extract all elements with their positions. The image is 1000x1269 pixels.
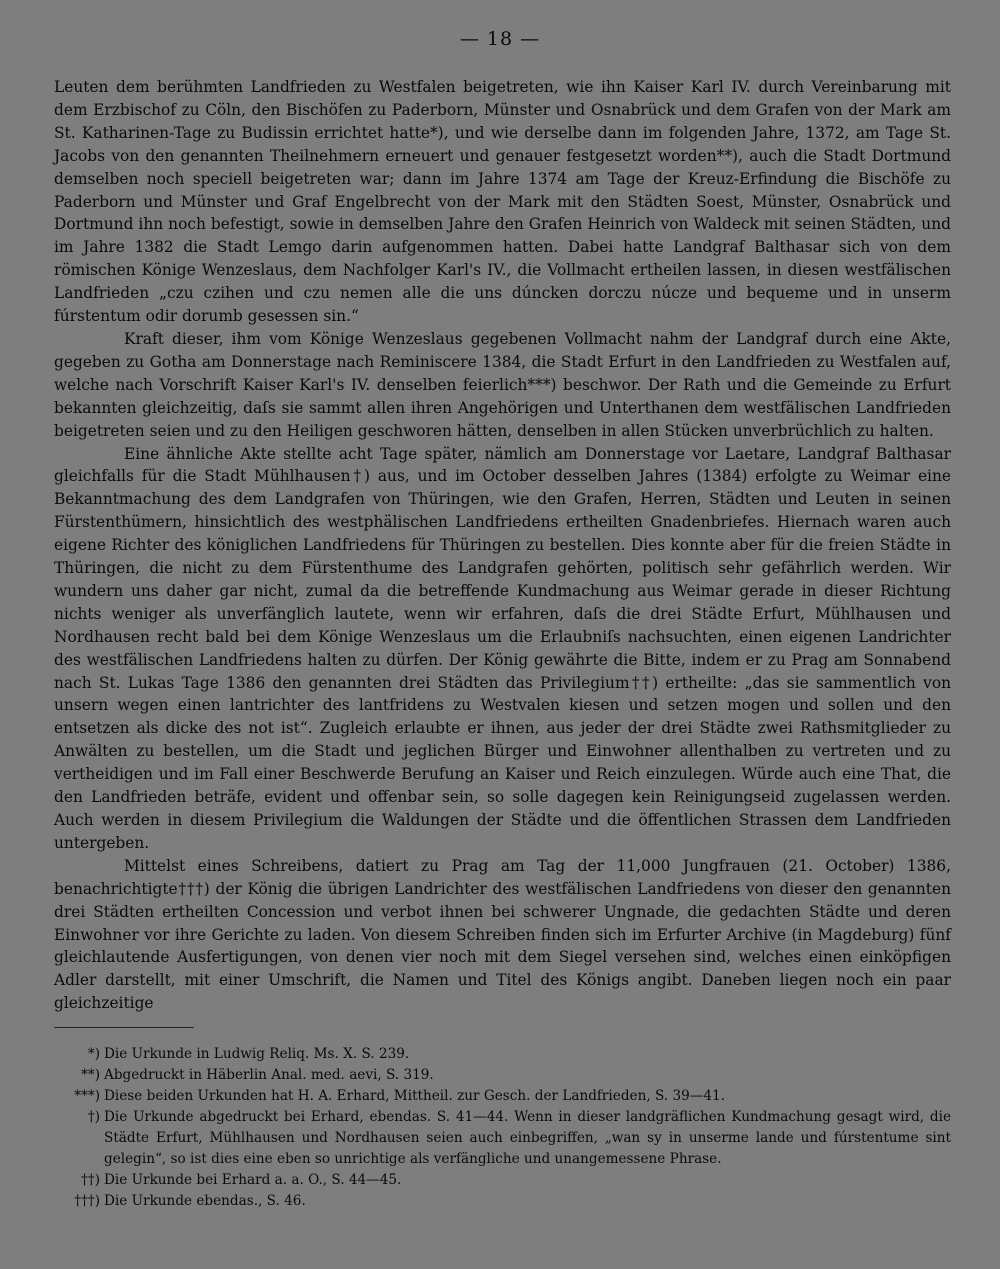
footnote-mark: *): [87, 1046, 100, 1062]
footnote-divider: [54, 1027, 194, 1028]
footnote: [54, 1086, 951, 1107]
footnote: [54, 1107, 951, 1170]
paragraph-2: Kraft dieser, ihm vom Könige Wenzeslaus gegebenen Vollmacht nahm der Landgraf durch eine Akte, gegeben zu Gotha am Donnerstage nach Reminiscere 1384, die Stadt Erfurt in den Landfrieden zu Westfalen auf, welche nach Vorschrift Kaiser Karl's IV. denselben feierlich***) beschwor. Der Rath und die Gemeinde zu Erfurt bekannten gleichzeitig, daſs sie sammt allen ihren Angehörigen und Unterthanen dem westfälischen Landfrieden beigetreten seien und zu den Heiligen geschworen hätten, denselben in allen Stücken unverbrüchlich zu halten.: [54, 329, 951, 440]
paragraph-4: Mittelst eines Schreibens, datiert zu Prag am Tag der 11,000 Jungfrauen (21. October) 1386, benachrichtigte†††) der König die übrigen Landrichter des westfälischen Landfriedens von dieser den genannten drei Städten ertheilten Concession und verbot ihnen bei schwerer Ungnade, die gedachten Städte und deren Einwohner vor ihre Gerichte zu laden. Von diesem Schreiben finden sich im Erfurter Archive (in Magdeburg) fünf gleichlautende Ausfertigungen, von denen vier noch mit dem Siegel versehen sind, welches einen einköpfigen Adler darstellt, mit einer Umschrift, die Namen und Titel des Königs angibt. Daneben liegen noch ein paar gleichzeitige: [54, 856, 951, 1013]
footnote: [54, 1044, 951, 1065]
footnote-mark: †††): [74, 1193, 100, 1209]
footnote-text: Abgedruckt in Häberlin Anal. med. aevi, S. 319.: [104, 1067, 434, 1083]
footnote-mark: †): [87, 1109, 100, 1125]
page-number: — 18 —: [459, 28, 541, 50]
footnote-mark: ***): [74, 1088, 100, 1104]
footnote-text: Die Urkunde in Ludwig Reliq. Ms. X. S. 239.: [104, 1046, 410, 1062]
footnote-text: Die Urkunde ebendas., S. 46.: [104, 1193, 306, 1209]
footnote-text: Die Urkunde bei Erhard a. a. O., S. 44—45.: [104, 1172, 402, 1188]
footnote-mark: **): [81, 1067, 100, 1083]
footnote: [54, 1065, 951, 1086]
paragraph-3: Eine ähnliche Akte stellte acht Tage später, nämlich am Donnerstage vor Laetare, Landgraf Balthasar gleichfalls für die Stadt Mühlhausen†) aus, und im October desselben Jahres (1384) erfolgte zu Weimar eine Bekanntmachung des dem Landgrafen von Thüringen, wie den Grafen, Herren, Städten und Leuten in seinen Fürstenthümern, hinsichtlich des westphälischen Landfriedens ertheilten Gnadenbriefes. Hiernach waren auch eigene Richter des königlichen Landfriedens für Thüringen zu bestellen. Dies konnte aber für die freien Städte in Thüringen, die nicht zu dem Fürstenthume des Landgrafen gehörten, politisch sehr gefährlich werden. Wir wundern uns daher gar nicht, zumal da die betreffende Kundmachung aus Weimar gerade in dieser Richtung nichts weniger als unverfänglich lautete, wenn wir erfahren, daſs die drei Städte Erfurt, Mühlhausen und Nordhausen recht bald bei dem Könige Wenzeslaus um die Erlaubniſs nachsuchten, einen eigenen Landrichter des westfälischen Landfriedens halten zu dürfen. Der König gewährte die Bitte, indem er zu Prag am Sonnabend nach St. Lukas Tage 1386 den genannten drei Städten das Privilegium††) ertheilte: „das sie sammentlich von unsern wegen einen lantrichter des lantfridens zu Westvalen kiesen und setzen mogen und sollen und den entsetzen als dicke des not ist“. Zugleich erlaubte er ihnen, aus jeder der drei Städte zwei Rathsmitglieder zu Anwälten zu bestellen, um die Stadt und jeglichen Bürger und Einwohner allenthalben zu vertreten und zu vertheidigen und im Fall einer Beschwerde Berufung an Kaiser und Reich einzulegen. Würde auch eine That, die den Landfrieden beträfe, evident und offenbar sein, so solle dagegen kein Reinigungseid zugelassen werden. Auch werden in diesem Privilegium die Waldungen der Städte und die öffentlichen Strassen dem Landfrieden untergeben.: [54, 444, 951, 852]
body-text: [54, 76, 951, 1015]
paragraph-1: Leuten dem berühmten Landfrieden zu Westfalen beigetreten, wie ihn Kaiser Karl IV. durch Vereinbarung mit dem Erzbischof zu Cöln, den Bischöfen zu Paderborn, Münster und Osnabrück und dem Grafen von der Mark am St. Katharinen-Tage zu Budissin errichtet hatte*), und wie derselbe dann im folgenden Jahre, 1372, am Tage St. Jacobs von den genannten Theilnehmern erneuert und genauer festgesetzt worden**), auch die Stadt Dortmund demselben noch speciell beigetreten war; dann im Jahre 1374 am Tage der Kreuz-Erfindung die Bischöfe zu Paderborn und Münster und Graf Engelbrecht von der Mark mit den Städten Soest, Münster, Osnabrück und Dortmund ihn noch befestigt, sowie in demselben Jahre den Grafen Heinrich von Waldeck mit seinen Städten, und im Jahre 1382 die Stadt Lemgo darin aufgenommen hatten. Dabei hatte Landgraf Balthasar sich von dem römischen Könige Wenzeslaus, dem Nachfolger Karl's IV., die Vollmacht ertheilen lassen, in diesen westfälischen Landfrieden „czu czihen und czu nemen alle die uns dúncken dorczu núcze und bequeme und in unserm fúrstentum odir dorumb gesessen sin.“: [54, 78, 951, 326]
footnote-text: Die Urkunde abgedruckt bei Erhard, ebendas. S. 41—44. Wenn in dieser landgräflichen Kundmachung gesagt wird, die Städte Erfurt, Mühlhausen und Nordhausen seien auch einbegriffen, „wan sy in unserme lande und fúrstentume sint gelegin“, so ist dies eine eben so unrichtige als verfängliche und unangemessene Phrase.: [104, 1109, 951, 1167]
footnote-text: Diese beiden Urkunden hat H. A. Erhard, Mittheil. zur Gesch. der Landfrieden, S. 39—41.: [104, 1088, 725, 1104]
footnote: [54, 1191, 951, 1212]
footnote-mark: ††): [81, 1172, 100, 1188]
footnote: [54, 1170, 951, 1191]
footnotes: [54, 1044, 951, 1212]
